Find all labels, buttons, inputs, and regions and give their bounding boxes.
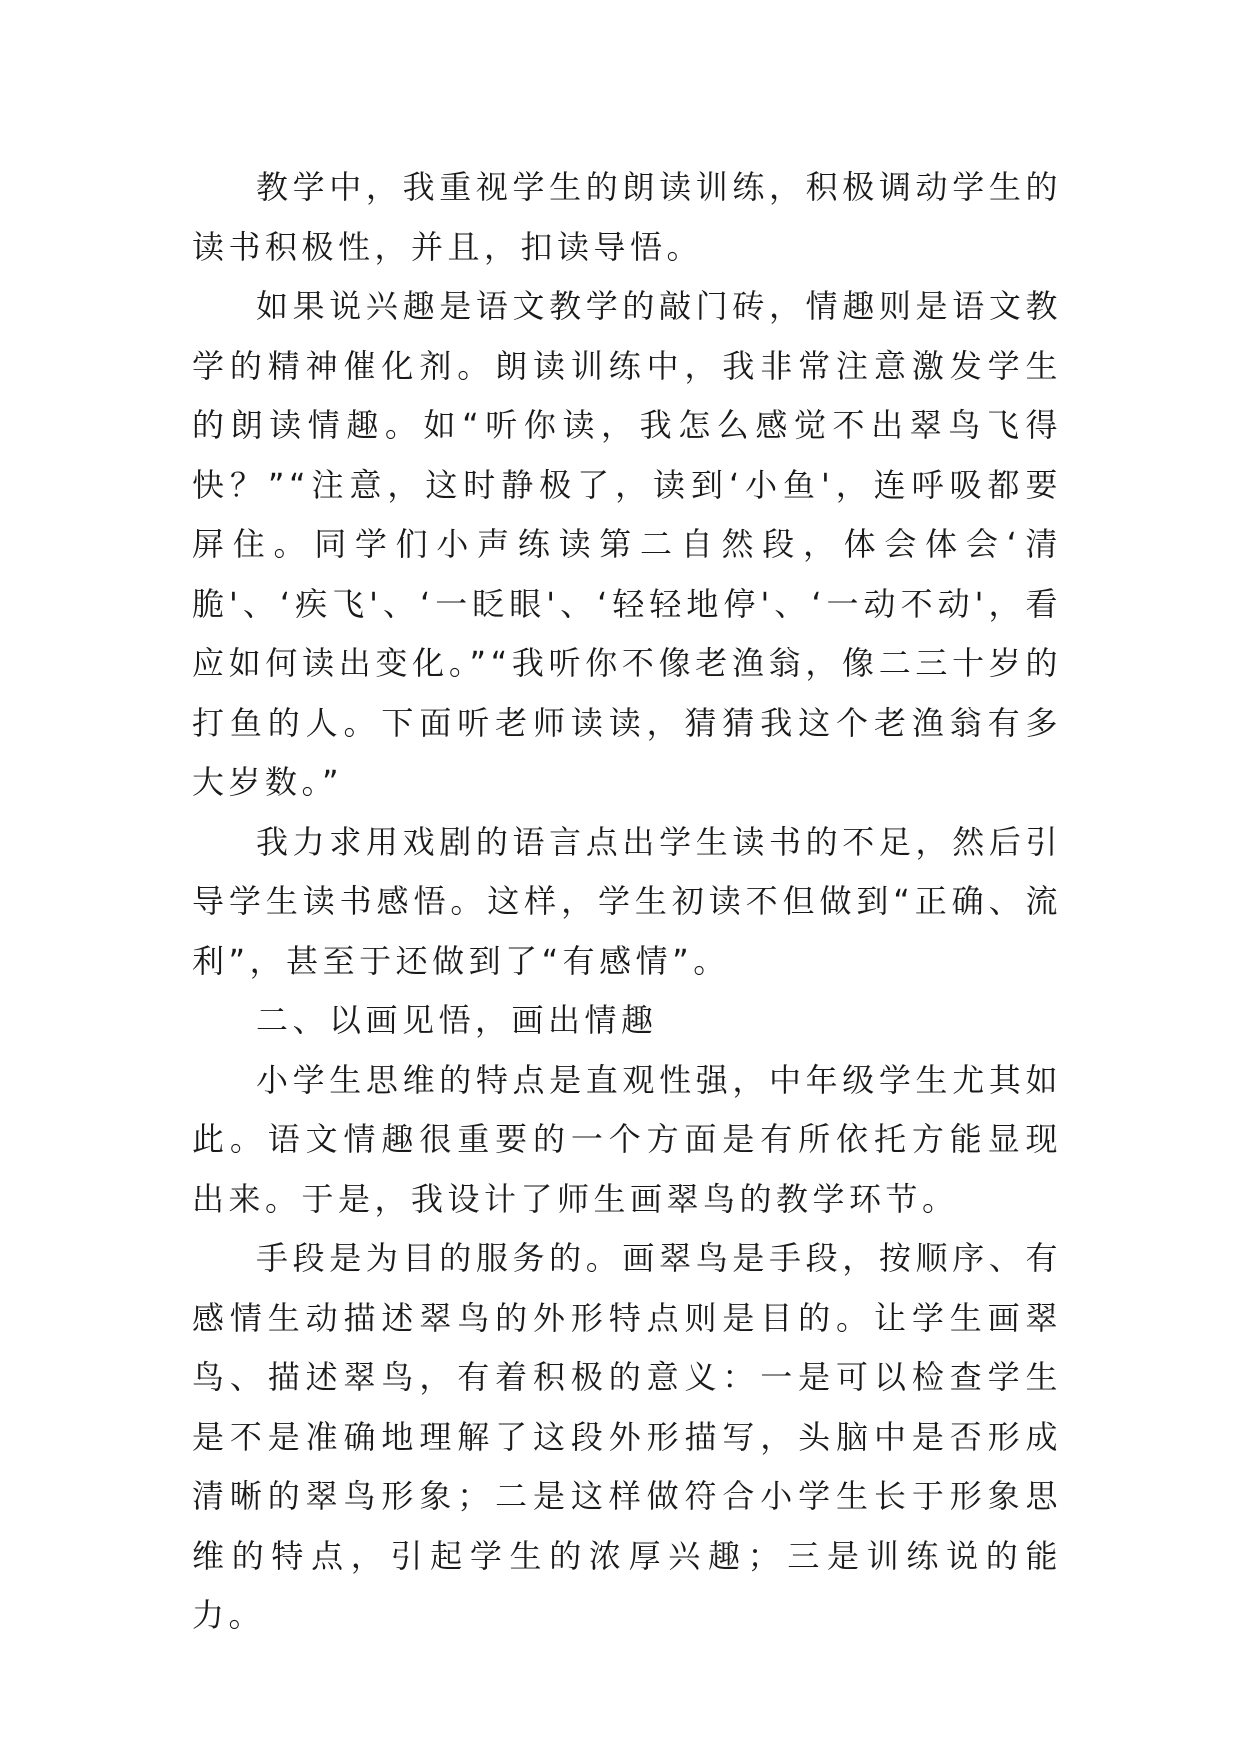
section-heading: 二、以画见悟，画出情趣 — [256, 1001, 658, 1039]
paragraph-intuitive-thinking: 小学生思维的特点是直观性强，中年级学生尤其如此。语文情趣很重要的一个方面是有所依托方能显现出来。于是，我设计了师生画翠鸟的教学环节。 — [192, 1060, 1062, 1218]
paragraph-reading-interest: 如果说兴趣是语文教学的敲门砖，情趣则是语文教学的精神催化剂。朗读训练中，我非常注意激发学生的朗读情趣。如“听你读，我怎么感觉不出翠鸟飞得快？”“注意，这时静极了，读到‘小鱼'，连呼吸都要屏住。同学们小声练读第二自然段，体会体会‘清脆'、‘疾飞'、‘一眨眼'、‘轻轻地停'、‘一动不动'，看应如何读出变化。”“我听你不像老渔翁，像二三十岁的打鱼的人。下面听老师读读，猜猜我这个老渔翁有多大岁数。” — [192, 287, 1062, 801]
paragraph-reading-training: 教学中，我重视学生的朗读训练，积极调动学生的读书积极性，并且，扣读导悟。 — [192, 168, 1062, 266]
paragraph-drama-language: 我力求用戏剧的语言点出学生读书的不足，然后引导学生读书感悟。这样，学生初读不但做到“正确、流利”，甚至于还做到了“有感情”。 — [192, 822, 1062, 980]
document-body — [192, 158, 1062, 1646]
paragraph-means-and-purpose: 手段是为目的服务的。画翠鸟是手段，按顺序、有感情生动描述翠鸟的外形特点则是目的。让学生画翠鸟、描述翠鸟，有着积极的意义：一是可以检查学生是不是准确地理解了这段外形描写，头脑中是否形成清晰的翠鸟形象；二是这样做符合小学生长于形象思维的特点，引起学生的浓厚兴趣；三是训练说的能力。 — [192, 1239, 1062, 1634]
